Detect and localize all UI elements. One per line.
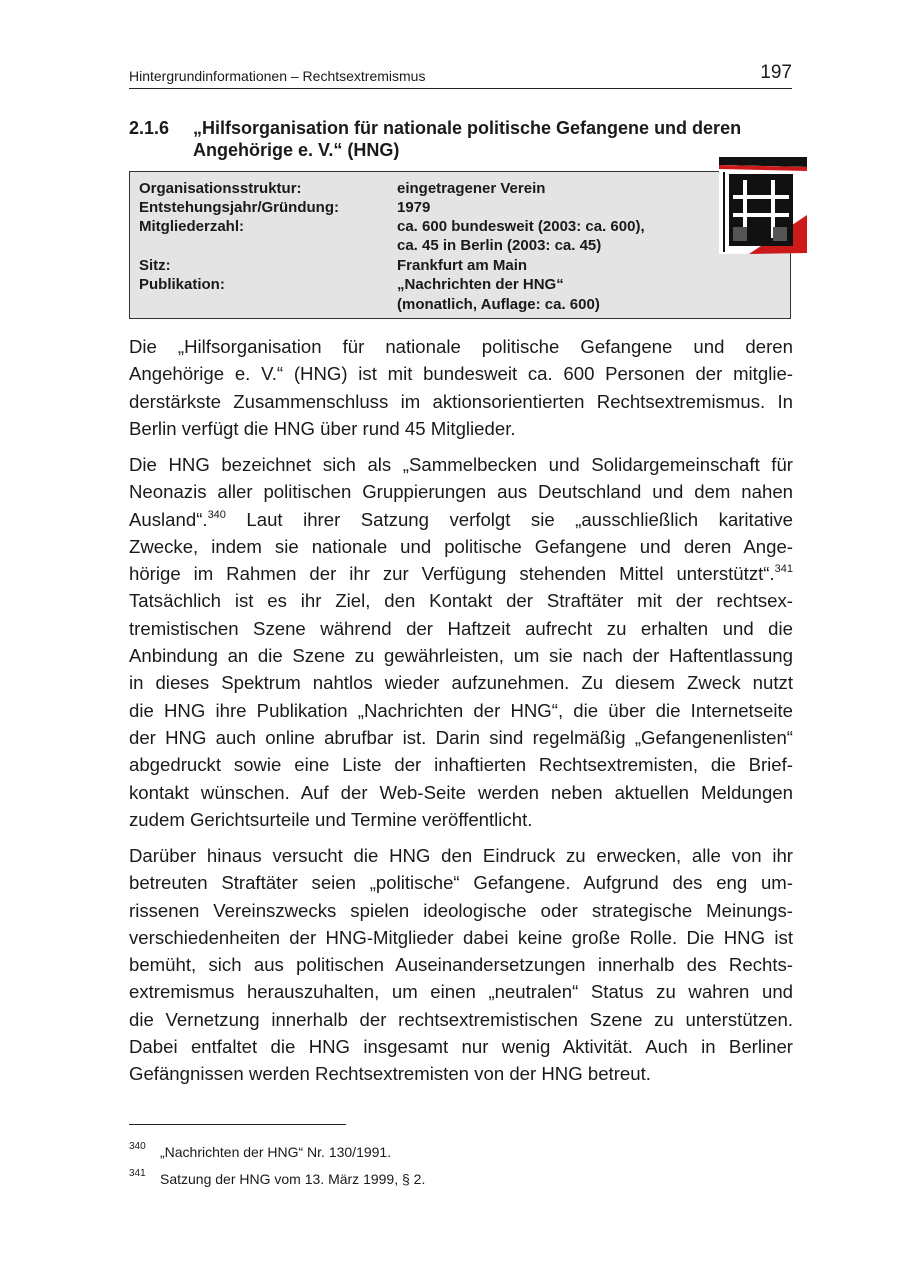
info-label: Sitz: [139,257,171,274]
text-fragment: hörige im Rahmen der ihr zur Verfügung stehenden Mittel unterstützt“. [129,563,775,585]
text-line: Anbindung an die Szene zu gewährleisten, um sie nach der Haftentlassung [129,645,793,667]
info-value: ca. 45 in Berlin (2003: ca. 45) [397,237,602,254]
text-line: in dieses Spektrum nahtlos wieder aufzunehmen. Zu diesem Zweck nutzt [129,672,793,694]
text-line: Dabei entfaltet die HNG insgesamt nur wenig Aktivität. Auch in Berliner [129,1036,793,1058]
footnote-ref-340[interactable]: 340 [207,508,226,521]
text-line: verschiedenheiten der HNG-Mitglieder dabei keine große Rolle. Die HNG ist [129,926,793,948]
text-line: Darüber hinaus versucht die HNG den Eindruck zu erwecken, alle von ihr [129,845,793,866]
text-line: derstärkste Zusammenschluss im aktionsorientierten Rechtsextremismus. In [129,390,793,412]
info-value: eingetragener Verein [397,180,546,197]
section-number: 2.1.6 [129,118,170,138]
text-line: rissenen Vereinszwecks spielen ideologische oder strategische Meinungs- [129,899,793,921]
text-line: Neonazis aller politischen Gruppierungen aus Deutschland und dem nahen [129,481,793,503]
text-line: der HNG auch online abrufbar ist. Darin sind regelmäßig „Gefangenenlisten“ [129,726,793,748]
text-line: Angehörige e. V.“ (HNG) ist mit bundesweit ca. 600 Personen der mitglie- [129,363,793,385]
footnote-ref-341[interactable]: 341 [774,563,793,576]
text-line: kontakt wünschen. Auf der Web-Seite werden neben aktuellen Meldungen [129,781,793,803]
text-line: Gefängnissen werden Rechtsextremisten von der HNG betreut. [129,1063,651,1085]
footnote-number: 341 [129,1168,146,1179]
text-line: Die „Hilfsorganisation für nationale politische Gefangene und deren [129,336,793,357]
text-line: zudem Gerichtsurteile und Termine veröffentlicht. [129,808,533,830]
text-line: bemüht, sich aus politischen Auseinandersetzungen innerhalb des Rechts- [129,954,793,976]
text-line: die Vernetzung innerhalb der rechtsextremistischen Szene zu unterstützen. [129,1008,793,1030]
text-line: extremismus herauszuhalten, um einen „neutralen“ Status zu wahren und [129,981,793,1003]
paragraph-3 [129,842,793,1088]
page-number: 197 [760,62,792,83]
text-line: tremistischen Szene während der Haftzeit aufrecht zu erhalten und die [129,617,793,639]
text-line: Berlin verfügt die HNG über rund 45 Mitglieder. [129,417,516,439]
info-value: ca. 600 bundesweit (2003: ca. 600), [397,218,645,235]
info-label: Mitgliederzahl: [139,218,245,235]
footnote-text: „Nachrichten der HNG“ Nr. 130/1991. [160,1144,392,1160]
info-value: (monatlich, Auflage: ca. 600) [397,296,600,313]
hng-emblem-icon [719,157,807,255]
section-title: „Hilfsorganisation für nationale politische Gefangene und deren Angehörige e. V.“ (HNG) [193,118,742,160]
text-line: die HNG ihre Publikation „Nachrichten der HNG“, die über die Internetseite [129,699,793,721]
text-line: Tatsächlich ist es ihr Ziel, den Kontakt der Straftäter mit der rechtsex- [129,590,793,612]
info-value: „Nachrichten der HNG“ [397,276,564,293]
running-header [129,60,792,89]
text-line [129,506,793,533]
running-title: Hintergrundinformationen – Rechtsextremismus [129,68,426,84]
text-line: Die HNG bezeichnet sich als „Sammelbecken und Solidargemeinschaft für [129,454,793,475]
info-value: 1979 [397,199,431,216]
text-fragment: Laut ihrer Satzung verfolgt sie „ausschließlich karitative [225,508,793,530]
paragraph-2 [129,451,793,833]
footnote-divider [129,1124,346,1125]
footnote-text: Satzung der HNG vom 13. März 1999, § 2. [160,1171,426,1187]
paragraph-1 [129,333,793,442]
text-line: betreuten Straftäter seien „politische“ Gefangene. Aufgrund des eng um- [129,872,793,894]
text-line: Zwecke, indem sie nationale und politische Gefangene und deren Ange- [129,535,793,557]
text-line: abgedruckt sowie eine Liste der inhaftierten Rechtsextremisten, die Brief- [129,754,793,776]
text-line [129,560,793,587]
info-label: Organisationsstruktur: [139,180,302,197]
info-value: Frankfurt am Main [397,257,528,274]
text-fragment: Ausland“. [129,508,208,530]
organization-info-box [129,171,791,319]
info-label: Publikation: [139,276,225,293]
footnote-number: 340 [129,1141,146,1152]
info-label: Entstehungsjahr/Gründung: [139,199,339,216]
